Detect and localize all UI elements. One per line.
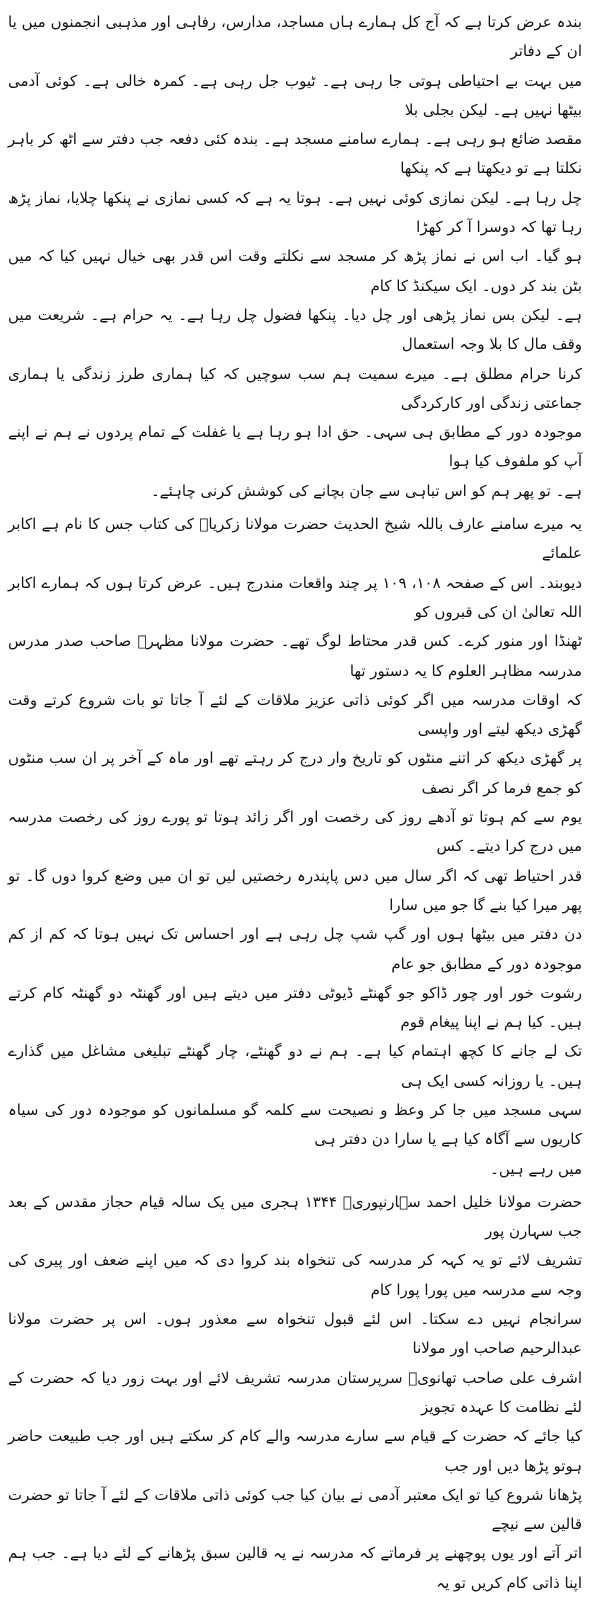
text-line: سرانجام نہیں دے سکتا۔ اس لئے قبول تنخواہ سے معذور ہوں۔ اس پر حضرت مولانا عبدالرحیم صاحب اور مولانا xyxy=(8,1310,582,1358)
text-line: سہی مسجد میں جا کر وعظ و نصیحت سے کلمہ گو مسلمانوں کو موجودہ دور کی سیاہ کاریوں سے آگاہ کیا ہے یا سارا دن دفتر ہی xyxy=(8,1100,582,1149)
text-line: یہ میرے سامنے عارف باللہ شیخ الحدیث حضرت مولانا زکریاؒ کی کتاب جس کا نام ہے اکابر علمائے xyxy=(8,515,582,563)
text-line: میں رہے ہیں۔ xyxy=(490,1159,582,1178)
text-line: چل رہا ہے۔ لیکن نمازی کوئی نہیں ہے۔ ہوتا یہ ہے کہ کسی نمازی نے پنکھا چلایا، نماز پڑھ رہا تھا کہ دوسرا آ کر کھڑا xyxy=(8,188,582,237)
paragraph-1 xyxy=(8,8,582,506)
text-line: رشوت خور اور چور ڈاکو جو گھنٹے ڈیوٹی دفتر میں دیتے ہیں اور گھنٹہ دو گھنٹہ کام کرتے ہیں۔ کیا ہم نے اپنا پیغام قوم xyxy=(8,983,582,1032)
text-line: تشریف لائے تو یہ کہہ کر مدرسہ کی تنخواہ بند کروا دی کہ میں اپنے ضعف اور پیری کی وجہ سے مدرسہ میں پورا پورا کام xyxy=(8,1251,582,1299)
paragraph-2 xyxy=(8,510,582,1184)
text-line: میں بہت بے احتیاطی ہوتی جا رہی ہے۔ ٹیوب جل رہی ہے۔ کمرہ خالی ہے۔ کوئی آدمی بیٹھا نہیں ہے۔ لیکن بجلی بلا xyxy=(8,71,582,119)
text-line: موجودہ دور کے مطابق ہی سہی۔ حق ادا ہو رہا ہے یا غفلت کے تمام پردوں نے ہم نے اپنے آپ کو ملفوف کیا ہوا xyxy=(8,423,582,471)
text-line: بندہ عرض کرتا ہے کہ آج کل ہمارے ہاں مساجد، مدارس، رفاہی اور مذہبی انجمنوں میں یا ان کے دفاتر xyxy=(8,13,582,61)
text-line: پڑھانا شروع کیا تو ایک معتبر آدمی نے بیان کیا جب کوئی ذاتی ملاقات کے لئے آ جاتا تو حضرت قالین سے نیچے xyxy=(8,1485,582,1534)
text-line: ہے۔ تو پھر ہم کو اس تباہی سے جان بچانے کی کوشش کرنی چاہئے۔ xyxy=(150,481,582,500)
text-line: پر گھڑی دیکھ کر اتنے منٹوں کو تاریخ وار درج کر رہتے تھے اور ماہ کے آخر پر ان سب منٹوں کو جمع فرما کر اگر نصف xyxy=(8,749,582,797)
text-line: ہو گیا۔ اب اس نے نماز پڑھ کر مسجد سے نکلتے وقت اس قدر بھی خیال نہیں کیا کہ میں بٹن بند کر دوں۔ ایک سیکنڈ کا کام xyxy=(8,247,582,295)
text-line: کہ اوقات مدرسہ میں اگر کوئی ذاتی عزیز ملاقات کے لئے آ جاتا تو بات شروع کرتے وقت گھڑی دیکھ لیتے اور واپسی xyxy=(8,690,582,739)
text-line: اتر آتے اور یوں پوچھنے پر فرماتے کہ مدرسہ نے یہ قالین سبق پڑھانے کے لئے دیا ہے۔ جب ہم اپنا ذاتی کام کریں تو یہ xyxy=(8,1544,582,1592)
text-line: قدر احتیاط تھی کہ اگر سال میں دس پاپندرہ رخصتیں لیں تو ان میں وضع کروا دوں گا۔ تو پھر میرا کیا بنے گا جو میں سارا xyxy=(8,866,582,914)
text-line: کرنا حرام مطلق ہے۔ میرے سمیت ہم سب سوچیں کہ کیا ہماری طرز زندگی یا ہماری جماعتی زندگی اور کارکردگی xyxy=(8,364,582,412)
text-line: مقصد ضائع ہو رہی ہے۔ ہمارے سامنے مسجد ہے۔ بندہ کئی دفعہ جب دفتر سے اٹھ کر باہر نکلتا ہے تو دیکھتا ہے کہ پنکھا xyxy=(8,130,582,178)
text-line: حضرت مولانا خلیل احمد سہارنپوریؒ ۱۳۴۴ ہجری میں یک سالہ قیام حجاز مقدس کے بعد جب سہارن پور xyxy=(8,1192,583,1241)
text-line: کیا جائے کہ حضرت کے قیام سے سارے مدرسہ والے کام کر سکتے ہیں اور جب طبیعت حاضر ہوتو پڑھا دیں اور جب xyxy=(8,1427,582,1475)
paragraph-3 xyxy=(8,1188,582,1598)
text-line: یوم سے کم ہوتا تو آدھے روز کی رخصت اور اگر زائد ہوتا تو پورے روز کی رخصت مدرسہ میں درج کرا دیتے۔ کس xyxy=(8,808,582,856)
text-line: دن دفتر میں بیٹھا ہوں اور گپ شپ چل رہی ہے اور احساس تک نہیں ہوتا کہ کم از کم موجودہ دور کے مطابق جو عام xyxy=(8,925,582,973)
text-line: اشرف علی صاحب تھانویؒ سرپرستان مدرسہ تشریف لائے اور بہت زور دیا کہ حضرت کے لئے نظامت کا عہدہ تجویز xyxy=(8,1368,582,1416)
text-line: تک لے جانے کا کچھ اہتمام کیا ہے۔ ہم نے دو گھنٹے، چار گھنٹے تبلیغی مشاغل میں گذارے ہیں۔ یا روزانہ کسی ایک ہی xyxy=(8,1042,582,1090)
text-line: دیوبند۔ اس کے صفحہ ۱۰۸، ۱۰۹ پر چند واقعات مندرج ہیں۔ عرض کرتا ہوں کہ ہمارے اکابر اللہ تعالیٰ ان کی قبروں کو xyxy=(8,573,583,621)
text-line: ہے۔ لیکن بس نماز پڑھی اور چل دیا۔ پنکھا فضول چل رہا ہے۔ یہ حرام ہے۔ شریعت میں وقف مال کا بلا وجہ استعمال xyxy=(8,305,582,354)
text-line: ٹھنڈا اور منور کرے۔ کس قدر محتاط لوگ تھے۔ حضرت مولانا مظہرؒ صاحب صدر مدرس مدرسہ مظاہر العلوم کا یہ دستور تھا xyxy=(8,632,582,680)
